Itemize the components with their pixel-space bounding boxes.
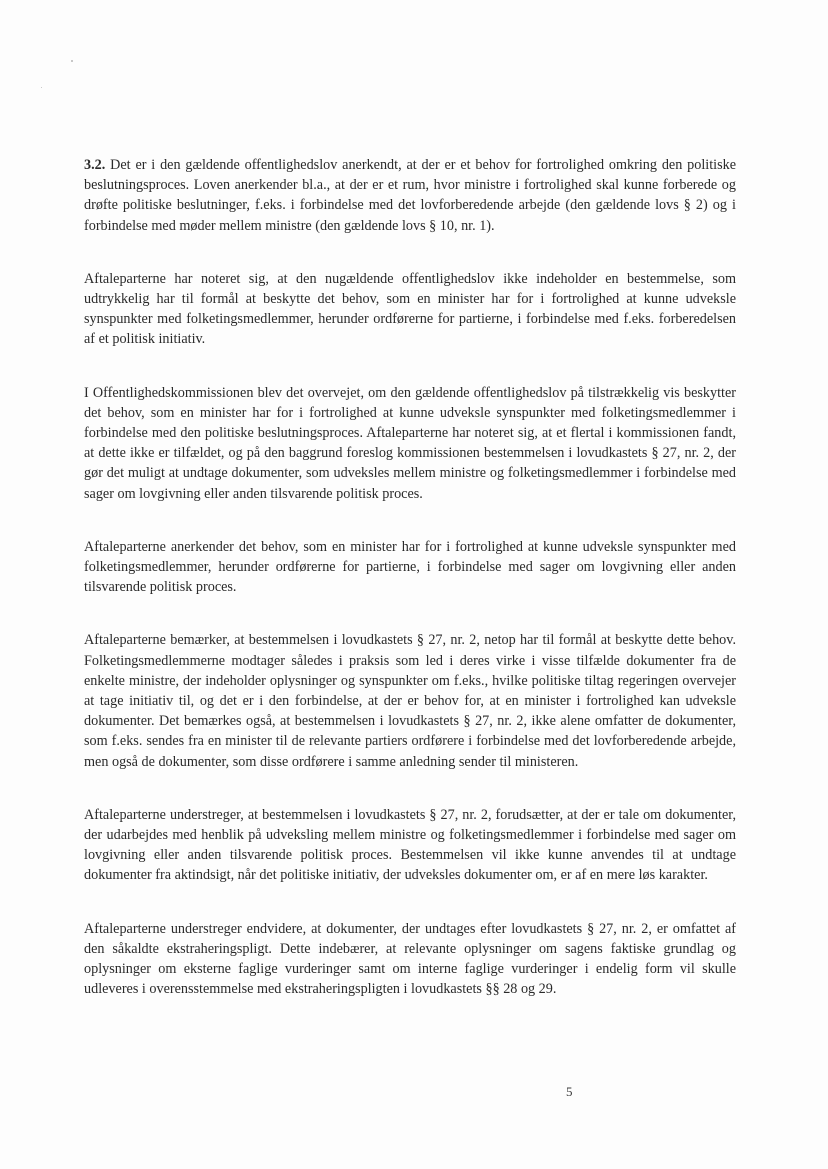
scan-speck: [41, 87, 42, 88]
document-body: [84, 155, 736, 1000]
paragraph-6: Aftaleparterne understreger, at bestemmelsen i lovudkastets § 27, nr. 2, forudsætter, at der er tale om dokumenter, der udarbejdes med henblik på udveksling mellem ministre og folketingsmedlemmer i forbindelse med sager om lovgivning eller anden tilsvarende politisk proces. Bestemmelsen vil ikke kunne anvendes til at undtage dokumenter fra aktindsigt, når det politiske initiativ, der udveksles dokumenter om, er af en mere løs karakter.: [84, 806, 736, 884]
page-number: 5: [566, 1084, 573, 1099]
section-number: 3.2.: [84, 157, 106, 173]
scan-speck: [71, 60, 73, 62]
paragraph-4: Aftaleparterne anerkender det behov, som en minister har for i fortrolighed at kunne udveksle synspunkter med folketingsmedlemmer, herunder ordførerne for partierne, i forbindelse med sager om lovgivning eller anden tilsvarende politisk proces.: [84, 538, 736, 596]
paragraph-3: I Offentlighedskommissionen blev det overvejet, om den gældende offentlighedslov på tilstrækkelig vis beskytter det behov, som en minister har for i fortrolighed at kunne udveksle synspunkter med folketingsmedlemmer i forbindelse med den politiske beslutningsproces. Aftaleparterne har noteret sig, at et flertal i kommissionen fandt, at dette ikke er tilfældet, og på den baggrund foreslog kommissionen bestemmelsen i lovudkastets § 27, nr. 2, der gør det muligt at undtage dokumenter, som udveksles mellem ministre og folketingsmedlemmer i forbindelse med sager om lovgivning eller anden tilsvarende politisk proces.: [84, 384, 736, 502]
paragraph-text: Det er i den gældende offentlighedslov anerkendt, at der er et behov for fortrolighed omkring den politiske beslutningsproces. Loven anerkender bl.a., at der er et rum, hvor ministre i fortrolighed skal kunne forberede og drøfte politiske beslutninger, f.eks. i forbindelse med det lovforberedende arbejde (den gældende lovs § 2) og i forbindelse med møder mellem ministre (den gældende lovs § 10, nr. 1).: [84, 157, 737, 234]
paragraph-5: Aftaleparterne bemærker, at bestemmelsen i lovudkastets § 27, nr. 2, netop har til formål at beskytte dette behov. Folketingsmedlemmerne modtager således i praksis som led i deres virke i visse tilfælde dokumenter fra de enkelte ministre, der indeholder oplysninger og synspunkter om f.eks., hvilke politiske tiltag regeringen overvejer at tage initiativ til, og det er i den forbindelse, at der er behov for, at en minister i fortrolighed kan udveksle dokumenter. Det bemærkes også, at bestemmelsen i lovudkastets § 27, nr. 2, ikke alene omfatter de dokumenter, som f.eks. sendes fra en minister til de relevante partiers ordførere i forbindelse med det lovforberedende arbejde, men også de dokumenter, som disse ordførere i samme anledning sender til ministeren.: [84, 632, 736, 770]
paragraph-7: Aftaleparterne understreger endvidere, at dokumenter, der undtages efter lovudkastets § 27, nr. 2, er omfattet af den såkaldte ekstraheringspligt. Dette indebærer, at relevante oplysninger om sagens faktiske grundlag og oplysninger om eksterne faglige vurderinger samt om interne faglige vurderinger i endelig form vil skulle udleveres i overensstemmelse med ekstraheringspligten i lovudkastets §§ 28 og 29.: [84, 920, 736, 998]
paragraph-1: [84, 155, 736, 236]
paragraph-2: Aftaleparterne har noteret sig, at den nugældende offentlighedslov ikke indeholder en bestemmelse, som udtrykkelig har til formål at beskytte det behov, som en minister har for i fortrolighed at kunne udveksle synspunkter med folketingsmedlemmer, herunder ordførerne for partierne, i forbindelse med f.eks. forberedelsen af et politisk initiativ.: [84, 270, 736, 348]
